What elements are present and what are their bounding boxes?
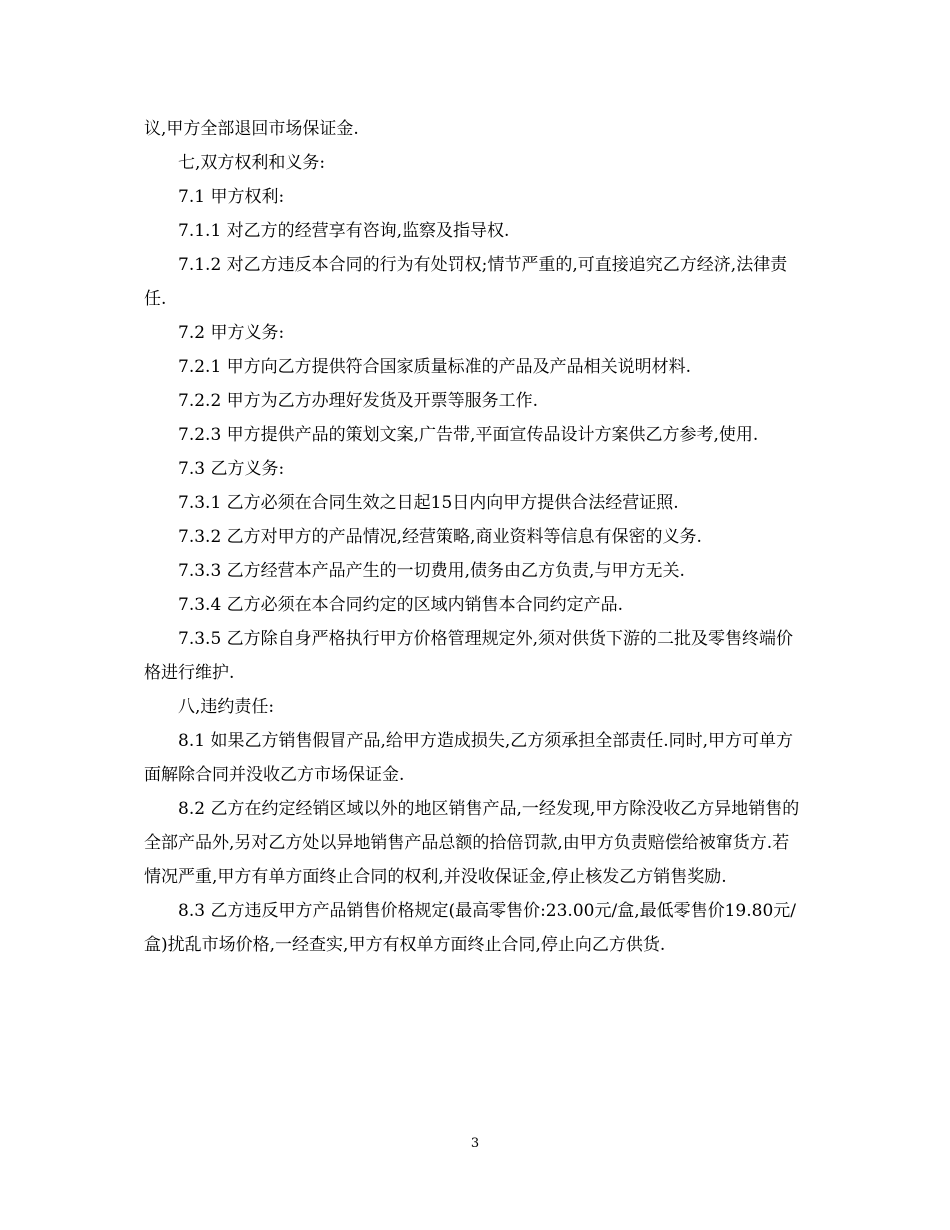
clause-8-1: 8.1 如果乙方销售假冒产品,给甲方造成损失,乙方须承担全部责任.同时,甲方可单方面解除合同并没收乙方市场保证金. xyxy=(144,731,794,785)
subsection-heading-7-3: 7.3 乙方义务: xyxy=(178,459,285,479)
clause-7-3-1: 7.3.1 乙方必须在合同生效之日起15日内向甲方提供合法经营证照. xyxy=(178,493,679,513)
section-heading-7: 七,双方权利和义务: xyxy=(178,153,326,173)
clause-8-3: 8.3 乙方违反甲方产品销售价格规定(最高零售价:23.00元/盒,最低零售价19.80元/盒)扰乱市场价格,一经查实,甲方有权单方面终止合同,停止向乙方供货. xyxy=(144,901,796,955)
page-number: 3 xyxy=(470,1136,480,1151)
clause-7-2-3: 7.2.3 甲方提供产品的策划文案,广告带,平面宣传品设计方案供乙方参考,使用. xyxy=(178,425,759,445)
clause-7-3-2: 7.3.2 乙方对甲方的产品情况,经营策略,商业资料等信息有保密的义务. xyxy=(178,527,702,547)
subsection-heading-7-2: 7.2 甲方义务: xyxy=(178,323,285,343)
clause-7-1-2: 7.1.2 对乙方违反本合同的行为有处罚权;情节严重的,可直接追究乙方经济,法律责任. xyxy=(144,255,788,309)
paragraph: 议,甲方全部退回市场保证金. xyxy=(144,119,359,139)
clause-7-3-4: 7.3.4 乙方必须在本合同约定的区域内销售本合同约定产品. xyxy=(178,595,624,615)
document-body xyxy=(144,112,804,962)
clause-7-1-1: 7.1.1 对乙方的经营享有咨询,监察及指导权. xyxy=(178,221,510,241)
clause-7-3-5: 7.3.5 乙方除自身严格执行甲方价格管理规定外,须对供货下游的二批及零售终端价格进行维护. xyxy=(144,629,794,683)
subsection-heading-7-1: 7.1 甲方权利: xyxy=(178,187,285,207)
clause-7-2-2: 7.2.2 甲方为乙方办理好发货及开票等服务工作. xyxy=(178,391,539,411)
clause-8-2: 8.2 乙方在约定经销区域以外的地区销售产品,一经发现,甲方除没收乙方异地销售的全部产品外,另对乙方处以异地销售产品总额的拾倍罚款,由甲方负责赔偿给被窜货方.若情况严重,甲方有单方面终止合同的权利,并没收保证金,停止核发乙方销售奖励. xyxy=(144,799,800,887)
clause-7-3-3: 7.3.3 乙方经营本产品产生的一切费用,债务由乙方负责,与甲方无关. xyxy=(178,561,685,581)
clause-7-2-1: 7.2.1 甲方向乙方提供符合国家质量标准的产品及产品相关说明材料. xyxy=(178,357,692,377)
section-heading-8: 八,违约责任: xyxy=(178,697,275,717)
